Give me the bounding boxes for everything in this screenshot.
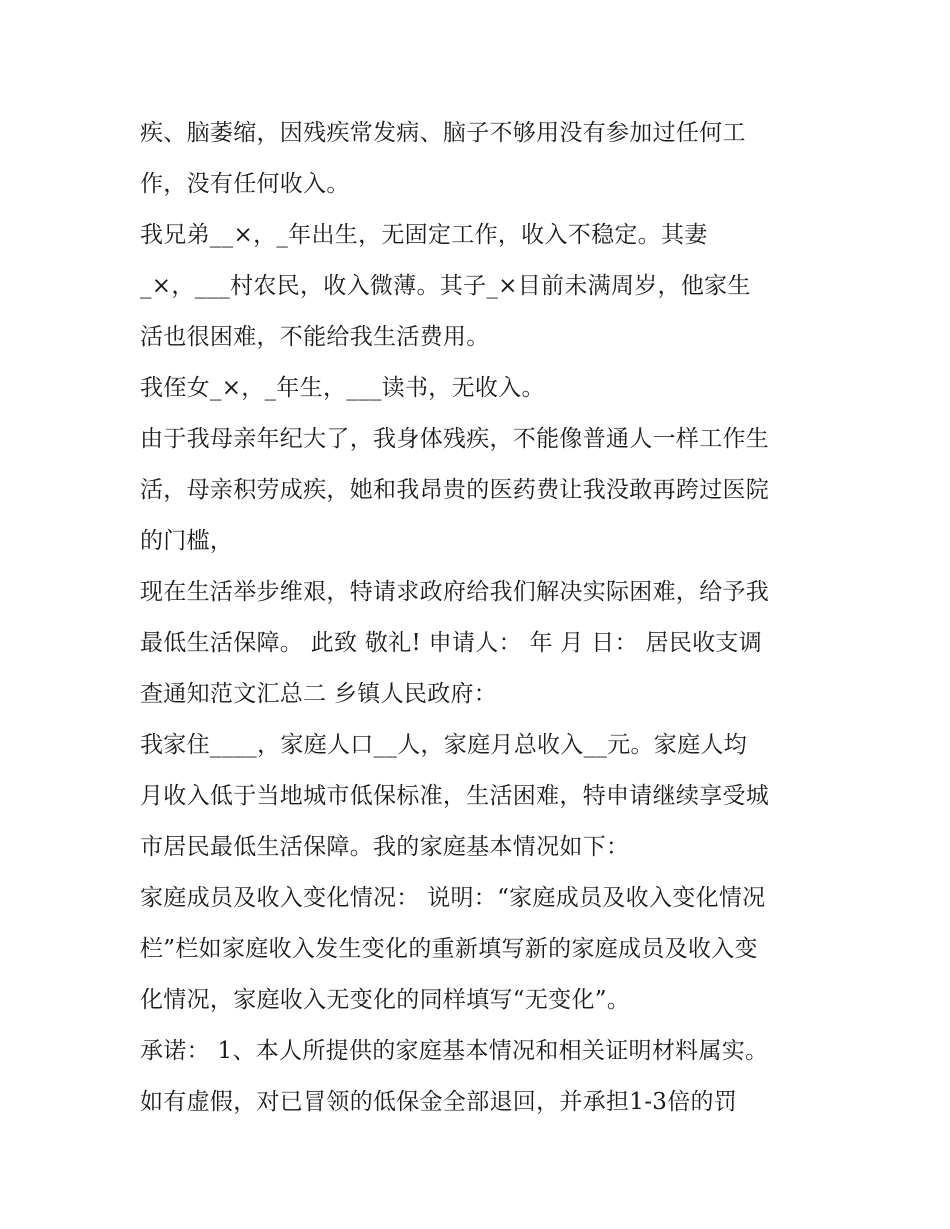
text-line-17: 栏”栏如家庭收入发生变化的重新填写新的家庭成员及收入变 [140, 936, 758, 962]
text-line-6: 我侄女_×，_年生，___读书，无收入。 [140, 375, 545, 401]
text-line-8: 活，母亲积劳成疾，她和我昂贵的医药费让我没敢再跨过医院 [140, 477, 770, 503]
text-line-7: 由于我母亲年纪大了，我身体残疾，不能像普通人一样工作生 [140, 426, 770, 452]
text-line-18: 化情况，家庭收入无变化的同样填写“无变化”。 [140, 987, 631, 1013]
text-line-5: 活也很困难，不能给我生活费用。 [140, 324, 490, 350]
text-line-4: _×，___村农民，收入微薄。其子_×目前未满周岁，他家生 [140, 273, 751, 299]
text-line-13: 我家住____，家庭人口__人，家庭月总收入__元。家庭人均 [140, 732, 747, 758]
document-body [140, 108, 820, 1128]
text-line-3: 我兄弟__×，_年出生，无固定工作，收入不稳定。其妻 [140, 222, 708, 248]
text-line-14: 月收入低于当地城市低保标准，生活困难，特申请继续享受城 [140, 783, 770, 809]
text-line-11: 最低生活保障。 此致 敬礼! 申请人： 年 月 日： 居民收支调 [140, 630, 763, 656]
text-line-10: 现在生活举步维艰，特请求政府给我们解决实际困难，给予我 [140, 579, 770, 605]
text-line-20: 如有虚假，对已冒领的低保金全部退回，并承担1-3倍的罚 [140, 1089, 738, 1115]
text-line-12: 查通知范文汇总二 乡镇人民政府： [140, 681, 498, 707]
text-line-19: 承诺： 1、本人所提供的家庭基本情况和相关证明材料属实。 [140, 1038, 769, 1064]
text-line-1: 疾、脑萎缩，因残疾常发病、脑子不够用没有参加过任何工 [140, 120, 746, 146]
text-line-2: 作，没有任何收入。 [140, 171, 350, 197]
text-line-15: 市居民最低生活保障。我的家庭基本情况如下： [140, 834, 630, 860]
text-line-9: 的门槛， [140, 528, 234, 554]
text-line-16: 家庭成员及收入变化情况： 说明：“家庭成员及收入变化情况 [140, 885, 766, 911]
